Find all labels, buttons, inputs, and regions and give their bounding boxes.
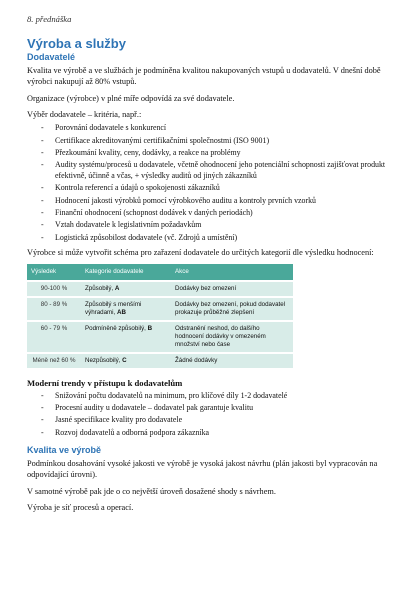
category-label: Způsobilý, <box>85 284 115 292</box>
table-cell: 80 - 89 % <box>27 297 81 321</box>
section-heading-suppliers: Dodavatelé <box>27 52 76 62</box>
category-code: B <box>147 324 153 332</box>
category-code: C <box>122 356 127 364</box>
category-label: Podmíněně způsobilý, <box>85 324 148 332</box>
table-cell <box>81 297 171 321</box>
list-item: - Kontrola referencí a údajů o spokojenosti zákazníků <box>41 183 391 193</box>
list-item: - Porovnání dodavatele s konkurencí <box>41 123 391 133</box>
list-item: - Certifikace akreditovanými certifikačními společnostmi (ISO 9001) <box>41 136 391 146</box>
table-row <box>27 297 293 321</box>
table-cell <box>81 353 171 368</box>
section-heading-quality: Kvalita ve výrobě <box>27 445 102 456</box>
table-cell: Odstranění neshod, do dalšího hodnocení dodávky v omezeném množství nebo čase <box>171 321 293 353</box>
lecture-label: 8. přednáška <box>27 14 72 24</box>
modern-trends-list <box>27 391 391 439</box>
supplier-paragraph-3: Výběr dodavatele – kritéria, např.: <box>27 109 142 119</box>
table-row <box>27 321 293 353</box>
list-item: - Logistická způsobilost dodavatele (vč. Zdrojů a umístění) <box>41 233 391 243</box>
table-cell <box>81 281 171 297</box>
criteria-list <box>27 123 391 243</box>
table-cell: 60 - 79 % <box>27 321 81 353</box>
list-item: - Vztah dodavatele k legislativním požadavkům <box>41 220 391 230</box>
list-item: - Přezkoumání kvality, ceny, dodávky, a reakce na problémy <box>41 148 391 158</box>
list-item: - Audity systému/procesů u dodavatele, včetně ohodnocení jeho potenciální schopnosti zajišťovat produkt efektivně, účinně a včas, + výsledky auditů od jiných zákazníků <box>41 160 391 181</box>
category-label: Nezpůsobilý, <box>85 356 123 364</box>
supplier-paragraph-1: Kvalita ve výrobě a ve službách je podmíněna kvalitou nakupovaných vstupů u dodavatelů. V dnešní době výrobci nakupují až 80% vstupů. <box>27 66 381 87</box>
supplier-paragraph-2: Organizace (výrobce) v plné míře odpovídá za své dodavatele. <box>27 93 235 103</box>
list-item: - Rozvoj dodavatelů a odborná podpora zákazníka <box>41 428 391 438</box>
table-cell: Dodávky bez omezení <box>171 281 293 297</box>
list-item: - Jasné specifikace kvality pro dodavatele <box>41 415 391 425</box>
category-code: AB <box>116 308 126 316</box>
quality-paragraph-3: Výroba je síť procesů a operací. <box>27 503 134 513</box>
list-item: - Finanční ohodnocení (schopnost dodávek v daných periodách) <box>41 208 391 218</box>
modern-trends-heading: Moderní trendy v přístupu k dodavatelům <box>27 377 183 388</box>
list-item: - Procesní audity u dodavatele – dodavatel pak garantuje kvalitu <box>41 403 391 413</box>
table-cell <box>81 321 171 353</box>
supplier-paragraph-4: Výrobce si může vytvořit schéma pro zařazení dodavatele do určitých kategorií dle výsledku hodnocení: <box>27 248 374 258</box>
list-item: - Hodnocení jakosti výrobků pomocí výrobkového auditu a kontroly prvních vzorků <box>41 196 391 206</box>
table-header-row <box>27 264 293 281</box>
quality-paragraph-1: Podmínkou dosahování vysoké jakosti ve výrobě je vysoká jakost návrhu (plán jakosti byl vypracován na odpovídající úrovni). <box>27 459 378 480</box>
supplier-category-table <box>27 264 293 368</box>
table-header-result: Výsledek <box>27 264 81 281</box>
table-header-category: Kategorie dodavatele <box>81 264 171 281</box>
category-label: Způsobilý s menšími výhradami, <box>85 300 142 316</box>
table-row <box>27 281 293 297</box>
table-row <box>27 353 293 368</box>
table-cell: Dodávky bez omezení, pokud dodavatel prokazuje průběžné zlepšení <box>171 297 293 321</box>
table-header-action: Akce <box>171 264 293 281</box>
page-title: Výroba a služby <box>27 36 126 51</box>
category-code: A <box>114 284 120 292</box>
table-cell: Žádné dodávky <box>171 353 293 368</box>
list-item: - Snižování počtu dodavatelů na minimum, pro klíčové díly 1-2 dodavatelé <box>41 391 391 401</box>
quality-paragraph-2: V samotné výrobě pak jde o co největší úroveň dosažené shody s návrhem. <box>27 486 276 496</box>
table-cell: Méně než 60 % <box>27 353 81 368</box>
table-cell: 90-100 % <box>27 281 81 297</box>
